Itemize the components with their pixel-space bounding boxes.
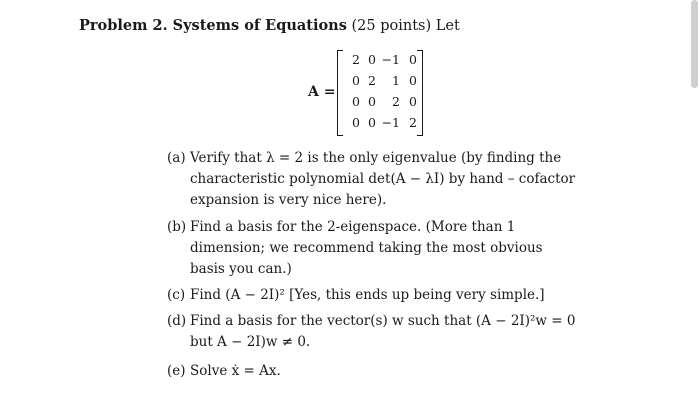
part-e — [168, 361, 578, 382]
part-c — [168, 285, 578, 306]
part-text: Find a basis for the vector(s) w such that (A − 2I)²w = 0 but A − 2I)w ≠ 0. — [190, 313, 576, 350]
matrix-cell: 1 — [392, 73, 400, 88]
matrix-cell: −1 — [381, 52, 400, 67]
matrix-cell: 2 — [409, 115, 417, 130]
part-d — [168, 311, 578, 353]
part-b — [168, 217, 578, 280]
matrix-cell: 0 — [352, 94, 360, 109]
part-text: Solve ẋ = Ax. — [190, 363, 281, 379]
part-label: (b) — [167, 219, 187, 235]
matrix-cell: 0 — [368, 52, 376, 67]
problem-parts — [168, 148, 578, 382]
part-text: Find a basis for the 2-eigenspace. (More than 1 dimension; we recommend taking the most obvious basis you can.) — [190, 219, 543, 277]
matrix-cell: 0 — [409, 52, 417, 67]
matrix-cell: 0 — [409, 73, 417, 88]
problem-points: (25 points) — [351, 18, 432, 34]
matrix-cell: 0 — [352, 115, 360, 130]
part-a — [168, 148, 578, 211]
matrix-cell: 2 — [352, 52, 360, 67]
matrix-cell: 0 — [409, 94, 417, 109]
vertical-scrollbar[interactable] — [691, 0, 698, 88]
matrix-cell: 0 — [368, 115, 376, 130]
part-text: Verify that λ = 2 is the only eigenvalue (by finding the characteristic polynomial det(A − λI) by hand – cofactor expansion is very nice here). — [190, 150, 576, 208]
problem-intro: Let — [435, 18, 460, 34]
part-text: Find (A − 2I)² [Yes, this ends up being very simple.] — [190, 287, 545, 303]
matrix-cell: 0 — [352, 73, 360, 88]
part-label: (a) — [167, 150, 186, 166]
matrix-cell: 2 — [368, 73, 376, 88]
matrix-a — [337, 50, 423, 134]
problem-heading — [79, 17, 460, 34]
matrix-cell: −1 — [381, 115, 400, 130]
matrix-cell: 0 — [368, 94, 376, 109]
part-label: (e) — [167, 363, 186, 379]
problem-title: Problem 2. Systems of Equations — [79, 17, 347, 34]
matrix-cell: 2 — [392, 94, 400, 109]
part-label: (c) — [167, 287, 186, 303]
matrix-right-bracket — [417, 50, 423, 136]
part-label: (d) — [167, 313, 187, 329]
matrix-lhs: A = — [308, 84, 336, 100]
